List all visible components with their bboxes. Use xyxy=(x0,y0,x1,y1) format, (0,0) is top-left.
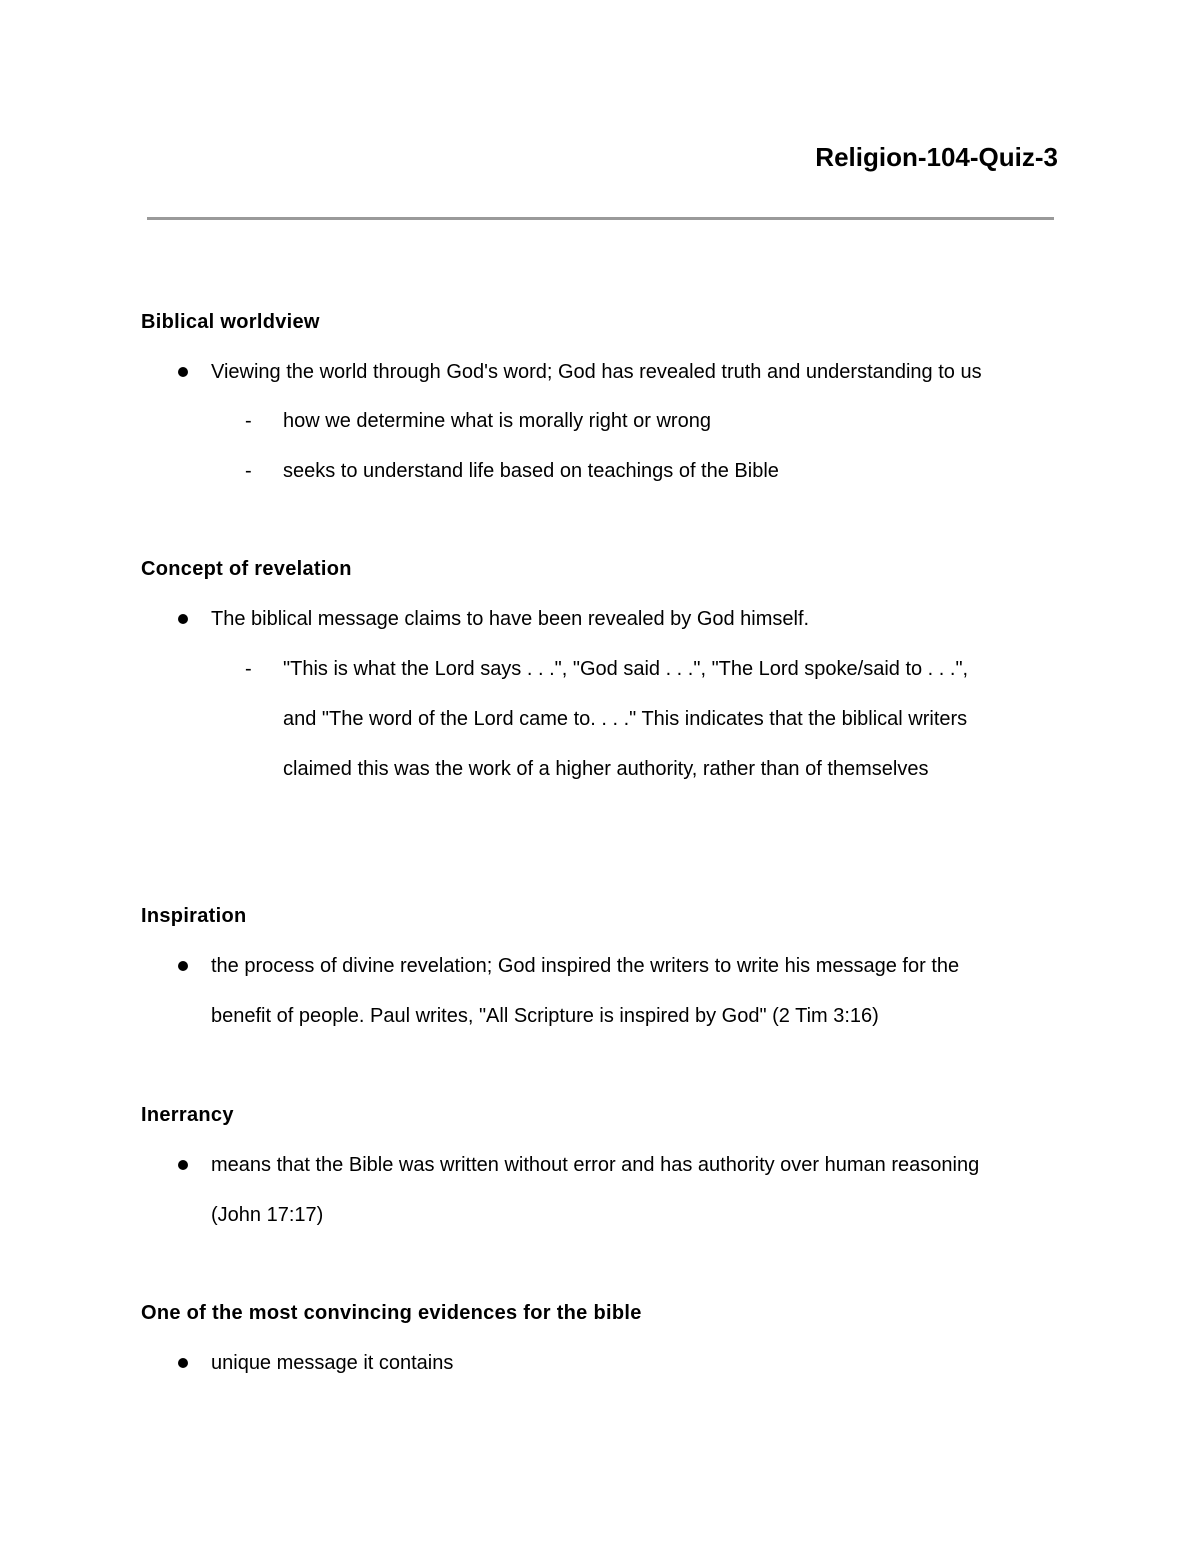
section-heading-inspiration: Inspiration xyxy=(141,905,247,927)
bullet-icon xyxy=(178,1358,188,1368)
bullet-text: means that the Bible was written without error and has authority over human reasoning xyxy=(211,1154,980,1176)
bullet-text: unique message it contains xyxy=(211,1352,454,1374)
dash-marker: - xyxy=(245,410,252,432)
subitem-text: seeks to understand life based on teachings of the Bible xyxy=(283,460,779,482)
section-heading-biblical-worldview: Biblical worldview xyxy=(141,311,320,333)
bullet-icon xyxy=(178,614,188,624)
section-heading-concept-of-revelation: Concept of revelation xyxy=(141,558,352,580)
section-heading-evidences: One of the most convincing evidences for the bible xyxy=(141,1302,642,1324)
bullet-text: (John 17:17) xyxy=(211,1204,324,1226)
dash-marker: - xyxy=(245,460,252,482)
dash-marker: - xyxy=(245,658,252,680)
bullet-text: The biblical message claims to have been revealed by God himself. xyxy=(211,608,810,630)
subitem-text: claimed this was the work of a higher authority, rather than of themselves xyxy=(283,758,929,780)
horizontal-rule xyxy=(147,217,1054,220)
bullet-text: Viewing the world through God's word; God has revealed truth and understanding to us xyxy=(211,361,982,383)
subitem-text: "This is what the Lord says . . .", "God said . . .", "The Lord spoke/said to . . .", xyxy=(283,658,969,680)
bullet-text: benefit of people. Paul writes, "All Scripture is inspired by God" (2 Tim 3:16) xyxy=(211,1005,879,1027)
bullet-icon xyxy=(178,367,188,377)
document-title: Religion-104-Quiz-3 xyxy=(815,142,1058,172)
bullet-icon xyxy=(178,1160,188,1170)
bullet-icon xyxy=(178,961,188,971)
subitem-text: and "The word of the Lord came to. . . ." This indicates that the biblical writers xyxy=(283,708,968,730)
subitem-text: how we determine what is morally right or wrong xyxy=(283,410,711,432)
section-heading-inerrancy: Inerrancy xyxy=(141,1104,234,1126)
bullet-text: the process of divine revelation; God inspired the writers to write his message for the xyxy=(211,955,960,977)
